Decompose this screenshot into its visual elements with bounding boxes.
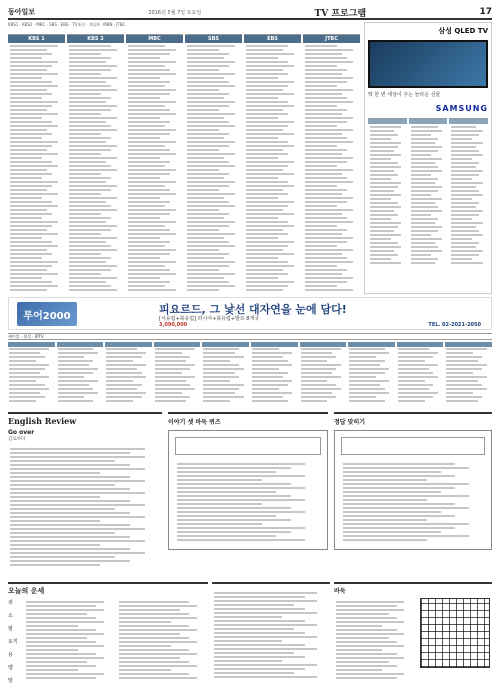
feature-column [212,582,330,684]
baduk-commentary [334,599,414,681]
cable-column [8,342,55,407]
zodiac-label: 소 [8,613,13,619]
samsung-logo: SAMSUNG [435,104,488,113]
lesson-phrase: Go over [8,429,35,436]
cable-column [57,342,104,407]
cable-column [105,342,152,407]
samsung-advertisement [364,22,492,294]
cable-column [300,342,347,407]
daily-fortune-section [8,582,208,684]
cable-column [202,342,249,407]
cable-column [154,342,201,407]
page-header [8,6,492,20]
ad-brand-line: 삼성 QLED TV [438,27,488,35]
go-board-diagram [420,598,490,668]
feature-text [212,590,330,680]
ad-phone: TEL. 02-2021-2050 [428,322,481,328]
section-title: TV 프로그램 [314,8,367,19]
zodiac-label: 말 [8,678,13,684]
channel-strip: KBS1 · KBS2 · MBC · SBS · EBS · TV조선 · 채널A · MBN · JTBC [8,22,126,27]
ad-headline: 피요르드, 그 낯선 대자연을 눈에 담다! [159,303,347,316]
lesson-meaning: 검토하다 [8,437,26,442]
mini-column [449,118,488,268]
program-list [185,43,242,293]
tv-schedule-grid [8,34,360,294]
zodiac-label: 쥐 [8,600,13,606]
channel-label: JTBC [303,35,360,43]
puzzle-title: 이야기 셋 바둑 퀴즈 [168,419,221,426]
program-list [244,43,301,293]
channel-label: EBS [244,35,301,43]
mini-column [368,118,407,268]
channel-label: KBS 2 [67,35,124,43]
puzzle-box [168,430,328,550]
channel-label: MBC [126,35,183,43]
zodiac-label: 범 [8,626,13,632]
tour2000-logo: 투어2000 [17,302,77,326]
puzzle-box [334,430,492,550]
travel-advertisement [8,297,492,330]
channel-label: SBS [185,35,242,43]
mini-column [409,118,448,268]
puzzle-section-left [168,412,328,577]
tv-column [303,34,360,294]
zodiac-label: 용 [8,652,13,658]
baduk-title: 바둑 [334,588,346,595]
puzzle-section-right [334,412,492,577]
tv-column [126,34,183,294]
program-list [303,43,360,293]
zodiac-list [8,599,22,684]
puzzle-title: 정답 맞히기 [334,419,366,426]
puzzle-text [341,461,485,543]
ad-subline: [서유럽+북유럽] 러시아+북유럽+발트 8개국 [159,316,260,322]
english-review-title: English Review [8,416,77,426]
cable-section-bar: 케이블 · 위성 · IPTV [8,333,492,340]
tv-product-image [368,40,488,88]
ad-tagline: 딱 한 번 세상이 주는 놀라운 선물 [368,92,441,98]
cable-column [397,342,444,407]
channel-label: KBS 1 [8,35,65,43]
program-list [8,43,65,293]
fortune-title: 오늘의 운세 [8,587,45,595]
tv-column [8,34,65,294]
tv-column [185,34,242,294]
zodiac-label: 토끼 [8,639,18,645]
puzzle-prompt-box [175,437,321,455]
ad-price: 3,090,000 [159,322,188,328]
masthead: 동아일보 [8,8,36,16]
cable-column [251,342,298,407]
tv-column [244,34,301,294]
cable-column [348,342,395,407]
english-review-section [8,412,162,577]
tv-column [67,34,124,294]
fortune-columns [8,599,208,684]
program-list [126,43,183,293]
fortune-text-col2 [117,599,208,684]
cable-column [445,342,492,407]
puzzle-prompt-box [341,437,485,455]
lesson-text [8,446,162,568]
cable-schedule-grid [8,342,492,407]
extra-channel-grid [368,118,488,268]
page-number: 17 [479,7,492,17]
baduk-section [334,582,492,684]
issue-date: 2016년 5월 7일 토요일 [148,9,202,16]
zodiac-label: 뱀 [8,665,13,671]
puzzle-text [175,461,321,543]
program-list [67,43,124,293]
fortune-text-col1 [24,599,115,684]
